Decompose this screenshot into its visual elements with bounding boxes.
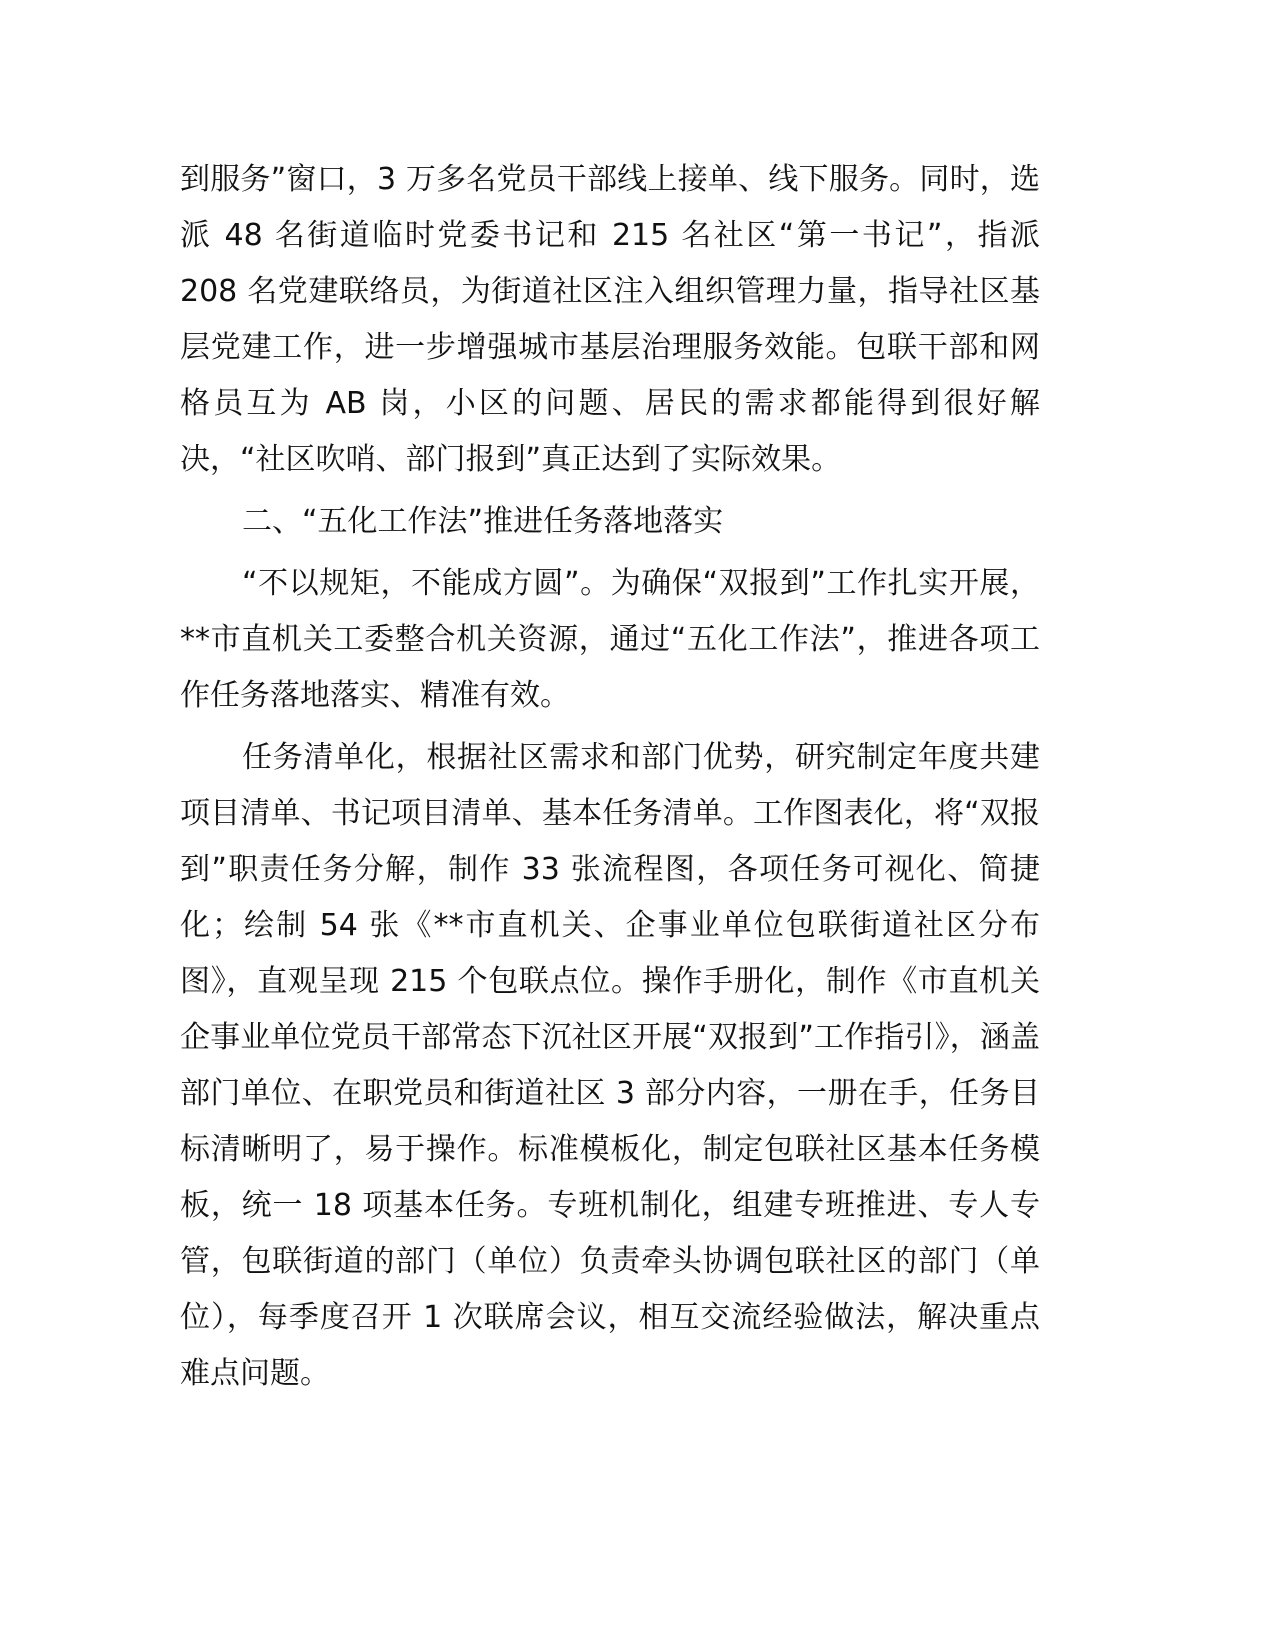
paragraph-intro: “不以规矩，不能成方圆”。为确保“双报到”工作扎实开展，**市直机关工委整合机关资源，通过“五化工作法”，推进各项工作任务落地落实、精准有效。	[180, 566, 1040, 713]
section-heading: 二、“五化工作法”推进任务落地落实	[242, 504, 724, 539]
paragraph-continuation: 到服务”窗口，3 万多名党员干部线上接单、线下服务。同时，选派 48 名街道临时党委书记和 215 名社区“第一书记”，指派 208 名党建联络员，为街道社区注入组织管理力量，指导社区基层党建工作，进一步增强城市基层治理服务效能。包联干部和网格员互为 AB 岗，小区的问题、居民的需求都能得到很好解决，“社区吹哨、部门报到”真正达到了实际效果。	[180, 162, 1040, 477]
document-body	[180, 152, 1040, 1402]
paragraph-five-methods: 任务清单化，根据社区需求和部门优势，研究制定年度共建项目清单、书记项目清单、基本任务清单。工作图表化，将“双报到”职责任务分解，制作 33 张流程图，各项任务可视化、简捷化；绘制 54 张《**市直机关、企事业单位包联街道社区分布图》，直观呈现 215 个包联点位。操作手册化，制作《市直机关企事业单位党员干部常态下沉社区开展“双报到”工作指引》，涵盖部门单位、在职党员和街道社区 3 部分内容，一册在手，任务目标清晰明了，易于操作。标准模板化，制定包联社区基本任务模板，统一 18 项基本任务。专班机制化，组建专班推进、专人专管，包联街道的部门（单位）负责牵头协调包联社区的部门（单位），每季度召开 1 次联席会议，相互交流经验做法，解决重点难点问题。	[180, 740, 1040, 1391]
